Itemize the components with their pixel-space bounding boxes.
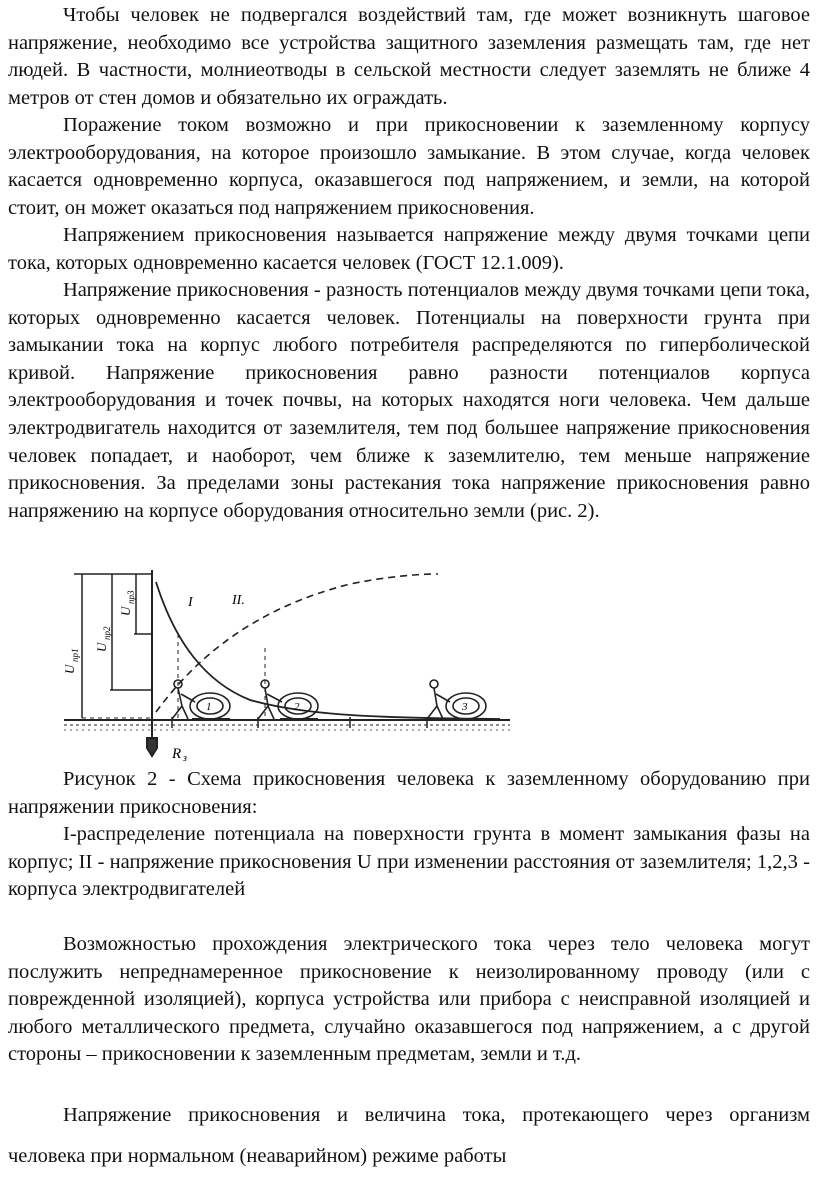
u-2-label: U: [94, 642, 109, 652]
curve-1-label: I: [188, 595, 193, 610]
figure-caption-title: Рисунок 2 - Схема прикосновения человека к заземленному оборудованию при напряжении прикосновения:: [8, 768, 810, 818]
curve-2-label: II.: [232, 593, 245, 608]
figure-caption-legend: I-распределение потенциала на поверхности грунта в момент замыкания фазы на корпус; II - напряжение прикосновения U при изменении расстояния от заземлителя; 1,2,3 - корпуса электродвигателей: [8, 823, 810, 901]
paragraph-touch-potential: Напряжение прикосновения - разность потенциалов между двумя точками цепи тока, которых одновременно касается человек. Потенциалы на поверхности грунта при замыкании тока на корпус любого потребителя распределяются по гиперболической кривой. Напряжение прикосновения равно разности потенциалов корпуса электрооборудования и точек почвы, на которых находятся ноги человека. Чем дальше электродвигатель находится от заземлителя, тем под большее напряжение прикосновения человек попадает, и наоборот, чем ближе к заземлителю, тем меньше напряжение прикосновения. За пределами зоны растекания тока напряжение прикосновения равно напряжению на корпусе оборудования относительно земли (рис. 2).: [8, 279, 810, 522]
projection-lines: [82, 634, 265, 720]
motor-3: [427, 680, 486, 719]
diagram-svg: [60, 562, 520, 762]
motor-3-label: 3: [462, 701, 468, 713]
paragraph-touch-definition: Напряжением прикосновения называется напряжение между двумя точками цепи тока, которых одновременно касается человек (ГОСТ 12.1.009).: [8, 224, 810, 274]
curve-touch-voltage: [156, 574, 438, 712]
u-3-label: U: [118, 606, 133, 616]
ground-surface: [64, 720, 510, 730]
u-total-label: U: [62, 664, 77, 674]
motor-1-label: 1: [206, 701, 212, 713]
u-2-sub: пр2: [102, 626, 112, 640]
motor-2-label: 2: [294, 701, 300, 713]
motor-1: [172, 680, 230, 719]
ground-electrode-label: R: [172, 746, 182, 762]
voltage-dimension-lines: [74, 574, 152, 718]
paragraph-normal-mode: Напряжение прикосновения и величина тока, протекающего через организм человека при нормальном (неаварийном) режиме работы: [8, 1104, 810, 1167]
paragraph-current-paths: Возможностью прохождения электрического тока через тело человека могут послужить непреднамеренное прикосновение к неизолированному проводу (или с поврежденной изоляцией), корпуса устройства или прибора с неисправной изоляцией и любого металлического предмета, случайно оказавшегося под напряжением, а с другой стороны – прикосновении к заземленным предметам, земли и т.д.: [8, 933, 810, 1066]
ground-electrode-sub: з: [183, 753, 187, 762]
motor-2: [258, 680, 318, 719]
u-3-sub: пр3: [126, 590, 136, 604]
paragraph-touch-injury: Поражение током возможно и при прикосновении к заземленному корпусу электрооборудования, на которое произошло замыкание. В этом случае, когда человек касается одновременно корпуса, оказавшегося под напряжением, и земли, на которой стоит, он может оказаться под напряжением прикосновения.: [8, 114, 810, 219]
paragraph-step-voltage: Чтобы человек не подвергался воздействий там, где может возникнуть шаговое напряжение, необходимо все устройства защитного заземления размещать там, где нет людей. В частности, молниеотводы в сельской местности следует заземлять не ближе 4 метров от стен домов и обязательно их ограждать.: [8, 4, 810, 109]
ground-electrode: [147, 570, 157, 756]
figure-touch-voltage-diagram: [60, 562, 520, 762]
u-total-sub: пр1: [70, 648, 80, 662]
voltage-labels: [62, 590, 136, 674]
